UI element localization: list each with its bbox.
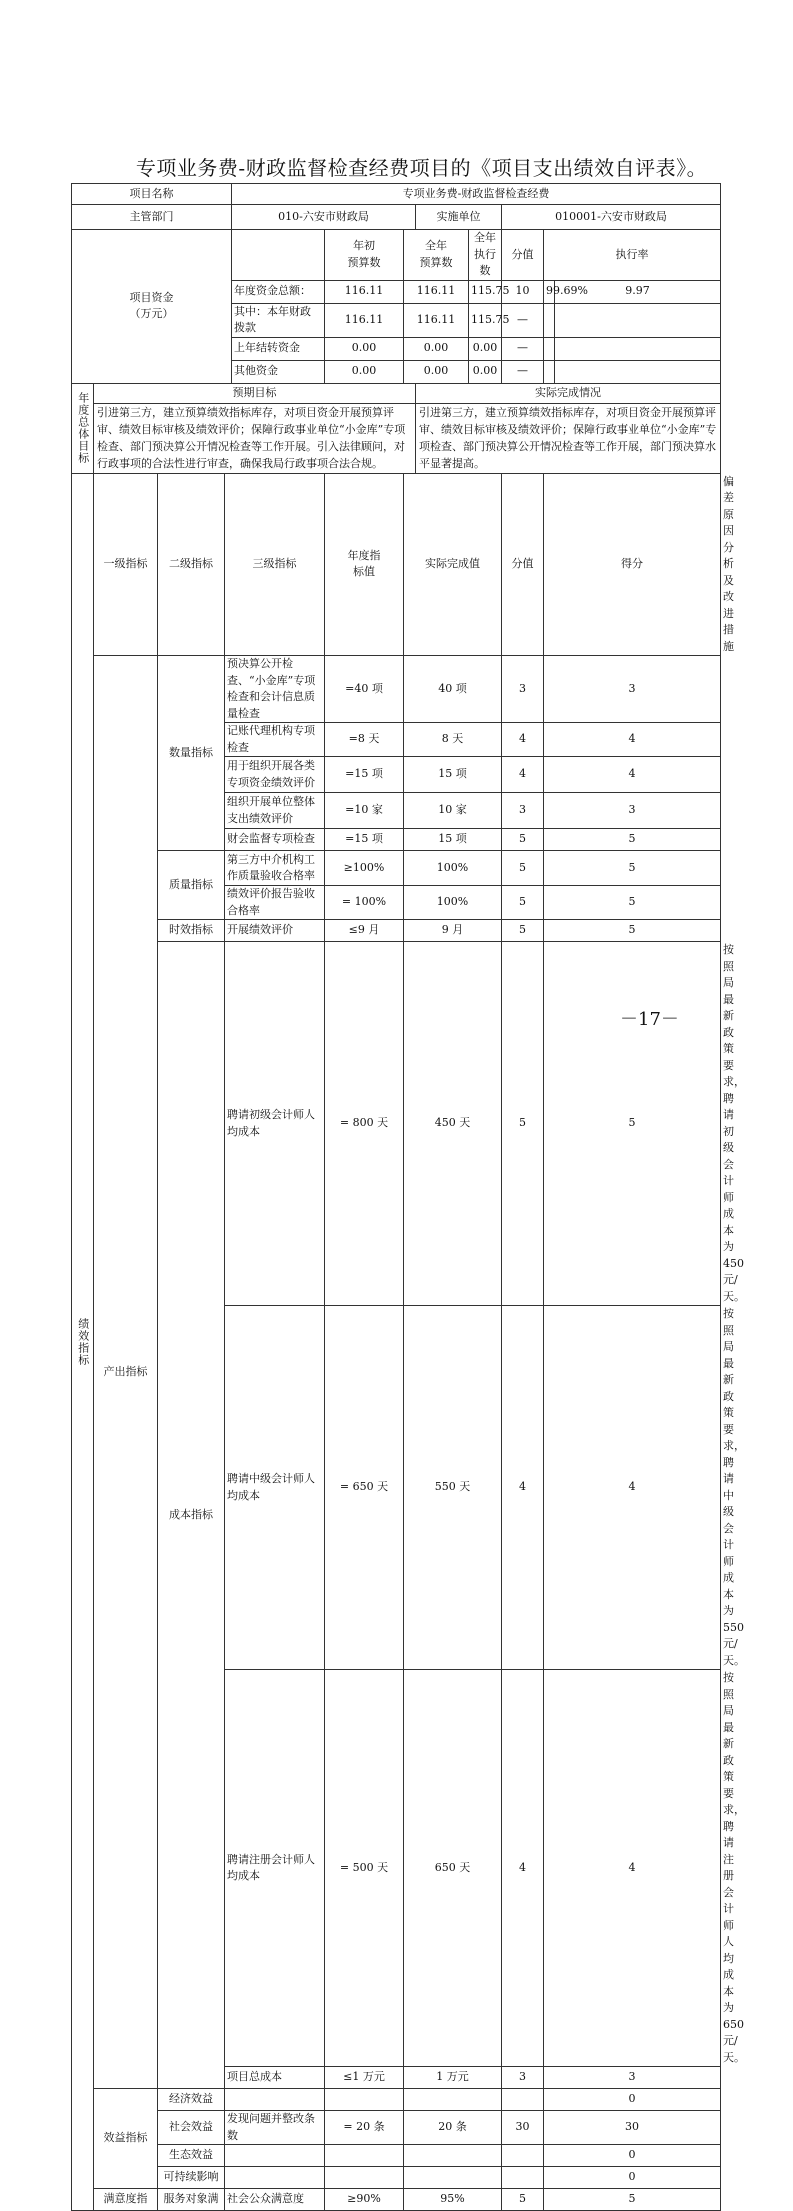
indicator-target: =40 项	[325, 656, 404, 723]
indicator-score: 30	[544, 2111, 721, 2145]
indicator-target: =8 天	[325, 723, 404, 757]
dept-label: 主管部门	[72, 205, 232, 230]
indicator-weight: 3	[502, 656, 544, 723]
indicator-weight: 4	[502, 723, 544, 757]
indicator-actual	[404, 2145, 502, 2167]
indicator-target: =15 项	[325, 757, 404, 793]
indicator-score: 4	[544, 1670, 721, 2067]
indicator-name	[225, 2167, 325, 2189]
indicator-actual: 1 万元	[404, 2067, 502, 2089]
indicator-target	[325, 2089, 404, 2111]
indicator-target	[325, 2145, 404, 2167]
indicator-weight: 5	[502, 2189, 544, 2211]
level2-sustainable: 可持续影响	[158, 2167, 225, 2189]
fund-weight: —	[502, 360, 544, 383]
level1-satisfaction: 满意度指	[94, 2189, 158, 2211]
indicator-weight: 4	[502, 1670, 544, 2067]
indicator-weight	[502, 2167, 544, 2189]
hdr-score: 得分	[544, 473, 721, 656]
fund-start: 116.11	[325, 280, 404, 303]
annual-goal-label: 年度总体目标	[72, 383, 94, 473]
level2-economic: 经济效益	[158, 2089, 225, 2111]
indicator-target: = 20 条	[325, 2111, 404, 2145]
indicator-actual: 9 月	[404, 920, 502, 942]
indicator-score: 5	[544, 920, 721, 942]
level2-cost: 成本指标	[158, 942, 225, 2089]
indicator-name: 组织开展单位整体支出绩效评价	[225, 793, 325, 829]
indicator-score: 4	[544, 723, 721, 757]
indicator-score: 4	[544, 1306, 721, 1670]
indicator-target: ≥90%	[325, 2189, 404, 2211]
hdr-target: 年度指 标值	[325, 473, 404, 656]
indicator-score: 5	[544, 886, 721, 920]
col-weight: 分值	[502, 230, 544, 281]
fund-score	[555, 360, 721, 383]
indicator-weight: 30	[502, 2111, 544, 2145]
level2-time: 时效指标	[158, 920, 225, 942]
indicator-name: 开展绩效评价	[225, 920, 325, 942]
indicator-actual: 550 天	[404, 1306, 502, 1670]
fund-rate	[544, 337, 555, 360]
indicators-label: 绩效指标	[72, 473, 94, 2211]
indicator-weight: 4	[502, 757, 544, 793]
indicator-target: = 800 天	[325, 942, 404, 1306]
funds-label: 项目资金 （万元）	[72, 230, 232, 384]
indicator-actual	[404, 2089, 502, 2111]
indicator-target: = 100%	[325, 886, 404, 920]
level1-benefit: 效益指标	[94, 2089, 158, 2189]
indicator-name: 聘请注册会计师人均成本	[225, 1670, 325, 2067]
indicator-weight: 4	[502, 1306, 544, 1670]
indicator-score: 4	[544, 757, 721, 793]
indicator-target: =10 家	[325, 793, 404, 829]
impl-value: 010001-六安市财政局	[502, 205, 721, 230]
col-budget-year: 全年 预算数	[404, 230, 469, 281]
indicator-weight: 5	[502, 829, 544, 851]
fund-exec: 115.75	[469, 280, 502, 303]
fund-score	[555, 337, 721, 360]
fund-weight: —	[502, 337, 544, 360]
fund-start: 0.00	[325, 360, 404, 383]
indicator-name: 记账代理机构专项检查	[225, 723, 325, 757]
fund-row-name: 年度资金总额：	[232, 280, 325, 303]
indicator-score: 0	[544, 2089, 721, 2111]
hdr-weight: 分值	[502, 473, 544, 656]
col-budget-start: 年初 预算数	[325, 230, 404, 281]
indicator-actual	[404, 2167, 502, 2189]
fund-year: 0.00	[404, 337, 469, 360]
page-title: 专项业务费-财政监督检查经费项目的《项目支出绩效自评表》。	[135, 156, 708, 180]
hdr-level1: 一级指标	[94, 473, 158, 656]
fund-exec: 115.75	[469, 303, 502, 337]
indicator-target: = 650 天	[325, 1306, 404, 1670]
indicator-actual: 15 项	[404, 829, 502, 851]
indicator-target: ≥100%	[325, 851, 404, 886]
hdr-level2: 二级指标	[158, 473, 225, 656]
fund-year: 116.11	[404, 280, 469, 303]
indicator-actual: 650 天	[404, 1670, 502, 2067]
fund-score: 9.97	[555, 280, 721, 303]
indicator-name: 聘请中级会计师人均成本	[225, 1306, 325, 1670]
fund-score	[555, 303, 721, 337]
indicator-name	[225, 2145, 325, 2167]
indicator-name: 第三方中介机构工作质量验收合格率	[225, 851, 325, 886]
indicator-weight	[502, 2145, 544, 2167]
indicator-weight: 3	[502, 793, 544, 829]
indicator-actual: 100%	[404, 851, 502, 886]
indicator-target: ≤9 月	[325, 920, 404, 942]
indicator-name: 社会公众满意度	[225, 2189, 325, 2211]
fund-year: 0.00	[404, 360, 469, 383]
level2-service: 服务对象满	[158, 2189, 225, 2211]
level1-output: 产出指标	[94, 656, 158, 2089]
dept-value: 010-六安市财政局	[232, 205, 416, 230]
indicator-weight: 5	[502, 886, 544, 920]
fund-weight: 10	[502, 280, 544, 303]
funds-blank	[232, 230, 325, 281]
indicator-target: ≤1 万元	[325, 2067, 404, 2089]
indicator-name: 预决算公开检查、“小金库”专项检查和会计信息质量检查	[225, 656, 325, 723]
fund-exec: 0.00	[469, 337, 502, 360]
indicator-score: 3	[544, 793, 721, 829]
indicator-actual: 10 家	[404, 793, 502, 829]
performance-table: 项目名称 专项业务费-财政监督检查经费 主管部门 010-六安市财政局 实施单位 010001-六安市财政局 项目资金 （万元） 年初 预算数 全年 预算数 全年执行数 分值 执行率 年度资金总额： 116.11 116.11 115.75 10 99.69% 9.97 其中：本年财政 拨款 116.11 116.11 115.75 — 上年结转资金 0.00 0.00 0.00 — 其他资金 0.00 0.00 0.00 — 年度总体目标 预期目标 实际完成情况 引进第三方，建立预算绩效指标库存，对项目资金开展预算评审、绩效目标审核及绩效评价；保障行政事业单位“小金库”专项检查、部门预决算公开情况检查等工作开展。引入法律顾问，对行政事项的合法性进行审查，确保我局行政事项合法合规。 引进第三方，建立预算绩效指标库存，对项目资金开展预算评审、绩效目标审核及绩效评价；保障行政事业单位“小金库”专项检查、部门预决算公开情况检查等工作开展，部门预决算水平显著提高。 绩效指标 一级指标 二级指标 三级指标 年度指 标值 实际完成值 分值 得分 偏差原因分析及改进措施 产出指标 数量指标 预决算公开检查、“小金库”专项检查和会计信息质量检查 =40 项 40 项 3 3 记账代理机构专项检查 =8 天 8 天 4 4 用于组织开展各类专项资金绩效评价 =15 项 15 项 4 4 组织开展单位整体支出绩效评价 =10 家 10 家 3 3 财会监督专项检查 =15 项 15 项 5 5 质量指标 第三方中介机构工作质量验收合格率 ≥100% 100% 5 5 绩效评价报告验收合格率 = 100% 100% 5 5 时效指标 开展绩效评价 ≤9 月 9 月 5 5 成本指标 聘请初级会计师人均成本 = 800 天 450 天 5 5 按照局最新政策要求，聘请初级会计师成本为 450 元/天。 聘请中级会计师人均成本 = 650 天 550 天 4 4 按照局最新政策要求，聘请中级会计师成本为 550 元/天。 聘请注册会计师人均成本 = 500 天 650 天 4 4 按照局最新政策要求，聘请注册会计师人均成本为 650 元/天。 项目总成本 ≤1 万元 1 万元 3 3 效益指标 经济效益 0 社会效益 发现问题并整改条数 = 20 条 20 条 30 30 生态效益 0 可持续影响 0 满意度指 服务对象满 社会公众满意度 ≥90% 95% 5 5	[71, 183, 721, 2211]
indicator-name: 项目总成本	[225, 2067, 325, 2089]
indicator-weight: 5	[502, 851, 544, 886]
indicator-actual: 40 项	[404, 656, 502, 723]
indicator-score: 0	[544, 2167, 721, 2189]
fund-row-name: 其中：本年财政 拨款	[232, 303, 325, 337]
project-name-label: 项目名称	[72, 184, 232, 205]
page-number: －17－	[620, 1009, 679, 1030]
fund-year: 116.11	[404, 303, 469, 337]
indicator-name: 聘请初级会计师人均成本	[225, 942, 325, 1306]
indicator-target	[325, 2167, 404, 2189]
project-name: 专项业务费-财政监督检查经费	[232, 184, 721, 205]
indicator-weight: 3	[502, 2067, 544, 2089]
fund-row-name: 其他资金	[232, 360, 325, 383]
indicator-actual: 95%	[404, 2189, 502, 2211]
fund-start: 0.00	[325, 337, 404, 360]
actual-completion-label: 实际完成情况	[416, 383, 721, 403]
indicator-score: 3	[544, 656, 721, 723]
impl-label: 实施单位	[416, 205, 502, 230]
indicator-name: 绩效评价报告验收合格率	[225, 886, 325, 920]
fund-row-name: 上年结转资金	[232, 337, 325, 360]
indicator-actual: 8 天	[404, 723, 502, 757]
indicator-name: 财会监督专项检查	[225, 829, 325, 851]
hdr-level3: 三级指标	[225, 473, 325, 656]
fund-start: 116.11	[325, 303, 404, 337]
indicator-weight	[502, 2089, 544, 2111]
indicator-weight: 5	[502, 920, 544, 942]
indicator-score: 5	[544, 2189, 721, 2211]
indicator-actual: 15 项	[404, 757, 502, 793]
indicator-name: 发现问题并整改条数	[225, 2111, 325, 2145]
indicator-target: = 500 天	[325, 1670, 404, 2067]
level2-quality: 质量指标	[158, 851, 225, 920]
indicator-weight: 5	[502, 942, 544, 1306]
fund-rate	[544, 360, 555, 383]
expected-goal-text: 引进第三方，建立预算绩效指标库存，对项目资金开展预算评审、绩效目标审核及绩效评价；保障行政事业单位“小金库”专项检查、部门预决算公开情况检查等工作开展。引入法律顾问，对行政事项的合法性进行审查，确保我局行政事项合法合规。	[94, 403, 416, 473]
col-rate: 执行率	[544, 230, 721, 281]
indicator-score: 5	[544, 829, 721, 851]
fund-weight: —	[502, 303, 544, 337]
indicator-name	[225, 2089, 325, 2111]
level2-ecological: 生态效益	[158, 2145, 225, 2167]
level2-quantity: 数量指标	[158, 656, 225, 851]
hdr-actual: 实际完成值	[404, 473, 502, 656]
fund-rate: 99.69%	[544, 280, 555, 303]
indicator-score: 5	[544, 851, 721, 886]
indicator-score: 0	[544, 2145, 721, 2167]
expected-goal-label: 预期目标	[94, 383, 416, 403]
indicator-actual: 450 天	[404, 942, 502, 1306]
level2-social: 社会效益	[158, 2111, 225, 2145]
indicator-target: =15 项	[325, 829, 404, 851]
fund-rate	[544, 303, 555, 337]
indicator-score: 3	[544, 2067, 721, 2089]
indicator-actual: 20 条	[404, 2111, 502, 2145]
indicator-actual: 100%	[404, 886, 502, 920]
indicator-name: 用于组织开展各类专项资金绩效评价	[225, 757, 325, 793]
fund-exec: 0.00	[469, 360, 502, 383]
col-exec: 全年执行数	[469, 230, 502, 281]
actual-completion-text: 引进第三方，建立预算绩效指标库存，对项目资金开展预算评审、绩效目标审核及绩效评价；保障行政事业单位“小金库”专项检查、部门预决算公开情况检查等工作开展，部门预决算水平显著提高。	[416, 403, 721, 473]
indicator-score: 5	[544, 942, 721, 1306]
